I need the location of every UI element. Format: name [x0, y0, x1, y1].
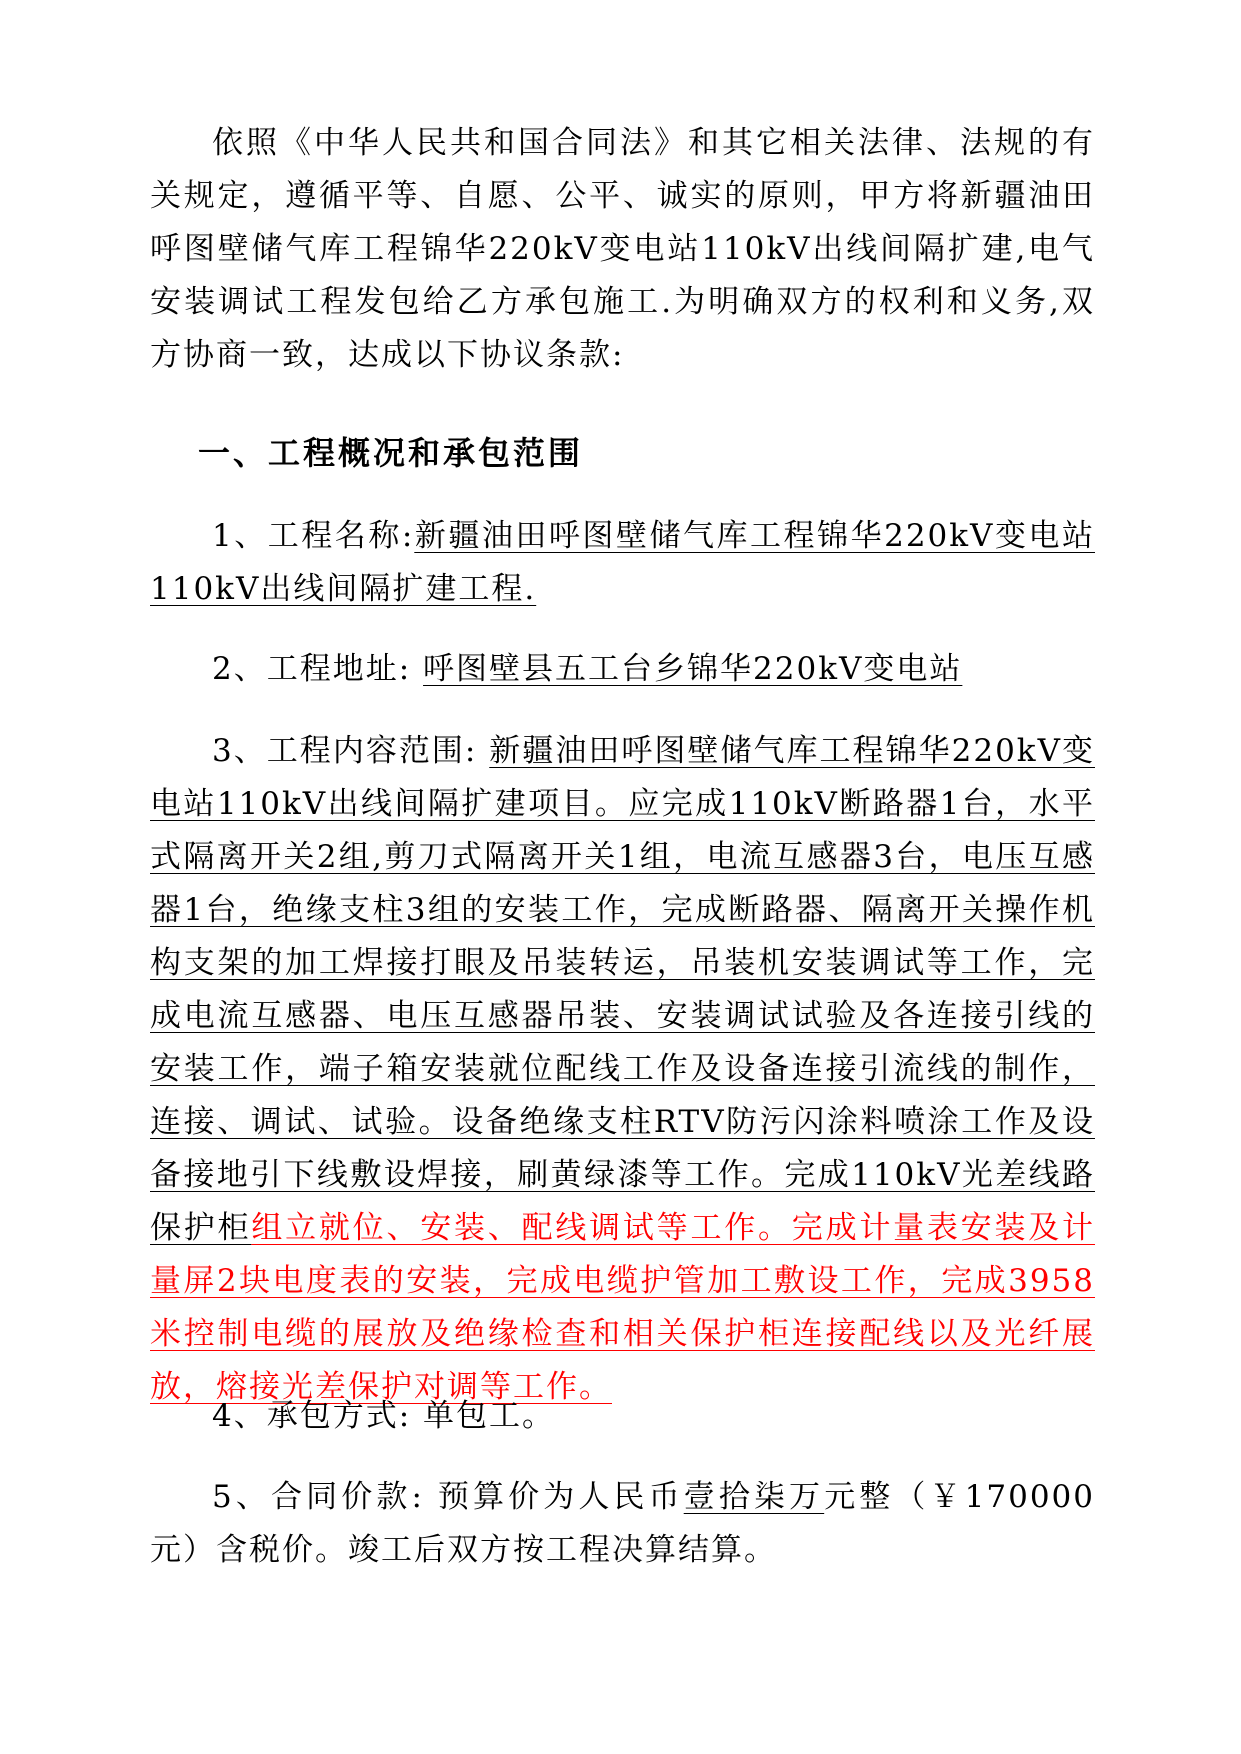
item-contract-mode [150, 1390, 1095, 1443]
project-address-value: 呼图壁县五工台乡锦华220kV变电站 [423, 651, 963, 687]
project-scope-value: 新疆油田呼图壁储气库工程锦华220kV变电站110kV出线间隔扩建项目。应完成110kV断路器1台，水平式隔离开关2组,剪刀式隔离开关1组，电流互感器3台，电压互感器1台，绝缘支柱3组的安装工作，完成断路器、隔离开关操作机构支架的加工焊接打眼及吊装转运，吊装机安装调试等工作，完成电流互感器、电压互感器吊装、安装调试试验及各连接引线的安装工作，端子箱安装就位配线工作及设备连接引流线的制作，连接、调试、试验。设备绝缘支柱RTV防污闪涂料喷涂工作及设备接地引下线敷设焊接，刷黄绿漆等工作。完成110kV光差线路保护柜 [150, 733, 1095, 1246]
contract-mode-text: 4、承包方式: 单包工。 [212, 1398, 556, 1434]
project-name-label: 1、工程名称: [212, 518, 415, 554]
section-heading: 一、工程概况和承包范围 [198, 434, 584, 472]
intro-paragraph [150, 117, 1095, 382]
item-project-address [150, 643, 1095, 696]
contract-price-label: 5、合同价款: 预算价为人民币 [212, 1479, 684, 1515]
project-scope-value-highlight: 组立就位、安装、配线调试等工作。完成计量表安装及计量屏2块电度表的安装，完成电缆护管加工敷设工作，完成3958米控制电缆的展放及绝缘检查和相关保护柜连接配线以及光纤展放，熔接光差保护对调等工作。 [150, 1210, 1096, 1405]
intro-text: 依照《中华人民共和国合同法》和其它相关法律、法规的有关规定，遵循平等、自愿、公平、诚实的原则，甲方将新疆油田呼图壁储气库工程锦华220kV变电站110kV出线间隔扩建,电气安装调试工程发包给乙方承包施工.为明确双方的权利和义务,双方协商一致，达成以下协议条款: [150, 125, 1095, 373]
project-address-label: 2、工程地址: [212, 651, 412, 687]
item-contract-price [150, 1471, 1095, 1577]
contract-price-rest: 元整（￥170000元）含税价。竣工后双方按工程决算结算。 [150, 1479, 1096, 1568]
item-project-scope [150, 725, 1095, 1414]
contract-price-amount-words: 壹拾柒万 [683, 1479, 825, 1515]
item-project-name [150, 510, 1095, 616]
project-name-value: 新疆油田呼图壁储气库工程锦华220kV变电站110kV出线间隔扩建工程. [150, 518, 1095, 607]
project-scope-label: 3、工程内容范围: [212, 733, 478, 769]
